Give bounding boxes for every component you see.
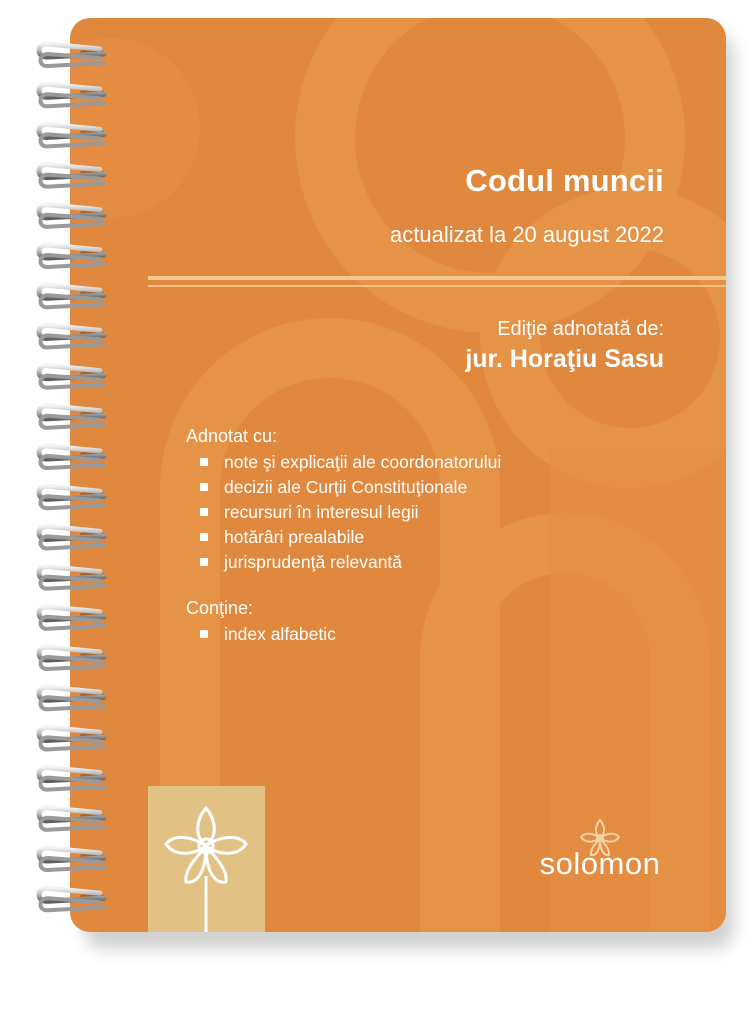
contains-list — [200, 622, 336, 647]
flower-logo-icon — [148, 786, 265, 932]
list-item — [200, 550, 501, 575]
bullet-icon — [200, 483, 208, 491]
edition-label: Ediţie adnotată de: — [497, 318, 664, 340]
book-title: Codul muncii — [465, 163, 664, 198]
list-item-text: index alfabetic — [224, 624, 336, 644]
spiral-coil — [39, 84, 104, 106]
list-item-text: recursuri în interesul legii — [224, 502, 419, 522]
spiral-coil — [39, 124, 104, 146]
contains-label: Conţine: — [186, 598, 254, 618]
author-name: jur. Horaţiu Sasu — [465, 345, 664, 373]
spiral-coil — [39, 325, 104, 347]
publisher-name: solomon — [539, 846, 661, 881]
spiral-coil — [39, 647, 104, 669]
list-item — [200, 450, 501, 475]
book-cover — [70, 18, 726, 932]
spiral-coil — [39, 727, 104, 749]
book-subtitle: actualizat la 20 august 2022 — [390, 222, 664, 247]
bullet-icon — [200, 458, 208, 466]
spiral-coil — [39, 44, 104, 66]
spiral-coil — [39, 285, 104, 307]
spiral-coil — [39, 848, 104, 870]
bullet-icon — [200, 558, 208, 566]
divider-stripe — [148, 276, 726, 280]
list-item-text: note şi explicaţii ale coordonatorului — [224, 452, 502, 472]
spiral-coil — [39, 245, 104, 267]
spiral-coil — [39, 486, 104, 508]
spiral-binding — [0, 0, 120, 1011]
bullet-icon — [200, 630, 208, 638]
spiral-coil — [39, 768, 104, 790]
list-item — [200, 525, 501, 550]
spiral-coil — [39, 567, 104, 589]
list-item — [200, 475, 501, 500]
list-item — [200, 622, 336, 647]
spiral-coil — [39, 808, 104, 830]
spiral-coil — [39, 888, 104, 910]
spiral-coil — [39, 406, 104, 428]
spiral-coil — [39, 446, 104, 468]
bullet-icon — [200, 508, 208, 516]
list-item — [200, 500, 501, 525]
list-item-text: jurisprudenţă relevantă — [224, 552, 403, 572]
list-item-text: decizii ale Curţii Constituţionale — [224, 477, 468, 497]
spiral-coil — [39, 607, 104, 629]
logo-panel — [148, 786, 265, 932]
spiral-coil — [39, 526, 104, 548]
annotated-list — [200, 450, 501, 575]
spiral-coil — [39, 366, 104, 388]
annotated-label: Adnotat cu: — [186, 426, 278, 446]
spiral-coil — [39, 165, 104, 187]
spiral-coil — [39, 205, 104, 227]
list-item-text: hotărâri prealabile — [224, 527, 365, 547]
bullet-icon — [200, 533, 208, 541]
spiral-coil — [39, 687, 104, 709]
divider-stripe-thin — [148, 285, 726, 287]
